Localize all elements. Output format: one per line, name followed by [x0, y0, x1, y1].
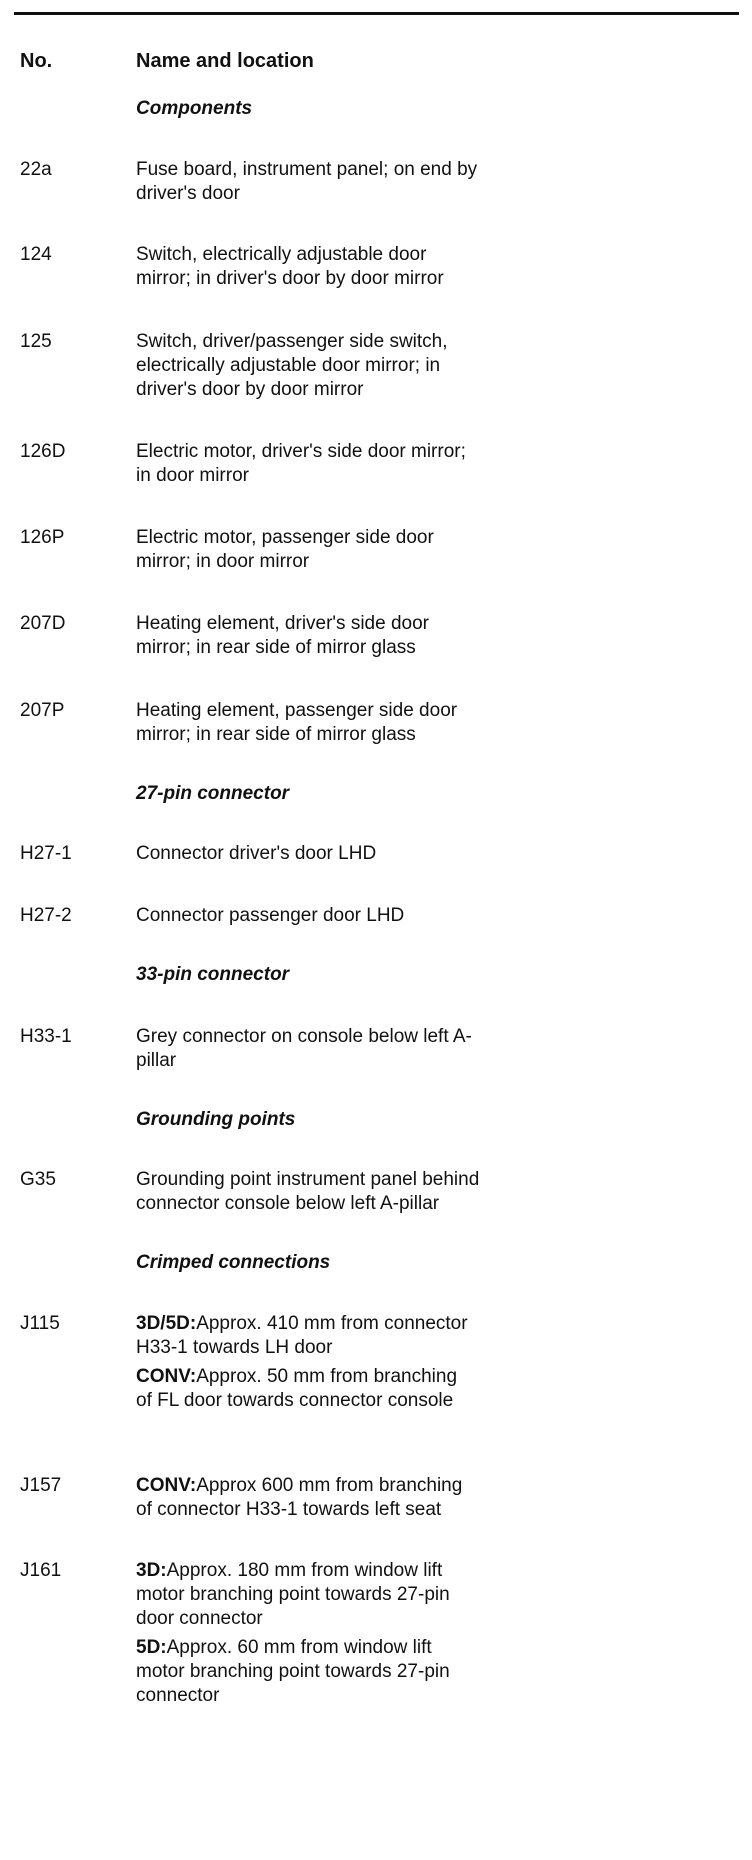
variant-label: CONV: [136, 1366, 197, 1387]
desc-line: Connector passenger door LHD [136, 905, 405, 926]
desc-line: Fuse board, instrument panel; on end by [136, 159, 478, 180]
section-components: Components [136, 98, 253, 119]
desc-line: Switch, electrically adjustable door [136, 244, 427, 265]
desc-line: of FL door towards connector console [136, 1390, 454, 1411]
desc-line: electrically adjustable door mirror; in [136, 355, 441, 376]
variant-note [136, 1636, 696, 1708]
row-no-126p: 126P [20, 527, 65, 548]
column-header-name-location: Name and location [136, 50, 314, 72]
desc-text: Approx 600 mm from branching [196, 1475, 463, 1496]
row-desc-j161 [136, 1559, 696, 1708]
variant-note [136, 1474, 696, 1522]
desc-line [136, 1559, 696, 1583]
desc-line: connector console below left A-pillar [136, 1193, 440, 1214]
variant-label: CONV: [136, 1475, 197, 1496]
section-grounding-points: Grounding points [136, 1109, 296, 1130]
column-header-no: No. [20, 50, 53, 72]
row-desc-207d [136, 612, 696, 660]
row-desc-h27-2 [136, 904, 696, 928]
desc-line: driver's door by door mirror [136, 379, 364, 400]
desc-text: Approx. 410 mm from connector [196, 1313, 468, 1334]
desc-line: Heating element, passenger side door [136, 700, 458, 721]
section-33-pin-connector: 33-pin connector [136, 964, 290, 985]
desc-text: Approx. 180 mm from window lift [166, 1560, 443, 1581]
row-no-g35: G35 [20, 1169, 56, 1190]
row-desc-h27-1 [136, 842, 696, 866]
row-desc-22a [136, 158, 696, 206]
row-desc-g35 [136, 1168, 696, 1216]
section-27-pin-connector: 27-pin connector [136, 783, 290, 804]
desc-text: Approx. 50 mm from branching [196, 1366, 458, 1387]
desc-line: in door mirror [136, 465, 249, 486]
desc-line: mirror; in rear side of mirror glass [136, 724, 416, 745]
variant-label: 5D: [136, 1637, 167, 1658]
row-desc-j115 [136, 1312, 696, 1413]
desc-line: Electric motor, passenger side door [136, 527, 434, 548]
row-desc-h33-1 [136, 1025, 696, 1073]
variant-label: 3D: [136, 1560, 167, 1581]
row-no-124: 124 [20, 244, 52, 265]
desc-line: Grounding point instrument panel behind [136, 1169, 480, 1190]
row-desc-125 [136, 330, 696, 402]
desc-line [136, 1636, 696, 1660]
desc-line: Grey connector on console below left A- [136, 1026, 472, 1047]
top-rule [14, 12, 739, 15]
row-no-22a: 22a [20, 159, 52, 180]
row-desc-j157 [136, 1474, 696, 1522]
row-no-207d: 207D [20, 613, 66, 634]
section-crimped-connections: Crimped connections [136, 1252, 331, 1273]
desc-line: mirror; in driver's door by door mirror [136, 268, 444, 289]
desc-line [136, 1365, 696, 1389]
row-no-207p: 207P [20, 700, 65, 721]
row-desc-126d [136, 440, 696, 488]
row-no-j161: J161 [20, 1560, 62, 1581]
desc-line: pillar [136, 1050, 177, 1071]
row-desc-124 [136, 243, 696, 291]
desc-line: motor branching point towards 27-pin [136, 1584, 450, 1605]
row-no-h27-1: H27-1 [20, 843, 72, 864]
desc-line: Heating element, driver's side door [136, 613, 429, 634]
row-desc-207p [136, 699, 696, 747]
desc-line: mirror; in door mirror [136, 551, 310, 572]
desc-line [136, 1312, 696, 1336]
desc-line: H33-1 towards LH door [136, 1337, 333, 1358]
desc-line: driver's door [136, 183, 240, 204]
row-no-j115: J115 [20, 1313, 60, 1334]
variant-label: 3D/5D: [136, 1313, 197, 1334]
row-no-j157: J157 [20, 1475, 62, 1496]
row-no-125: 125 [20, 331, 52, 352]
desc-line: connector [136, 1685, 220, 1706]
desc-line: Electric motor, driver's side door mirror; [136, 441, 466, 462]
desc-line [136, 1474, 696, 1498]
row-no-h33-1: H33-1 [20, 1026, 72, 1047]
variant-note [136, 1312, 696, 1360]
desc-text: Approx. 60 mm from window lift [166, 1637, 432, 1658]
variant-note [136, 1559, 696, 1631]
row-no-126d: 126D [20, 441, 66, 462]
variant-note [136, 1365, 696, 1413]
desc-line: door connector [136, 1608, 263, 1629]
desc-line: Connector driver's door LHD [136, 843, 377, 864]
row-no-h27-2: H27-2 [20, 905, 72, 926]
desc-line: mirror; in rear side of mirror glass [136, 637, 416, 658]
desc-line: Switch, driver/passenger side switch, [136, 331, 448, 352]
desc-line: of connector H33-1 towards left seat [136, 1499, 442, 1520]
desc-line: motor branching point towards 27-pin [136, 1661, 450, 1682]
row-desc-126p [136, 526, 696, 574]
